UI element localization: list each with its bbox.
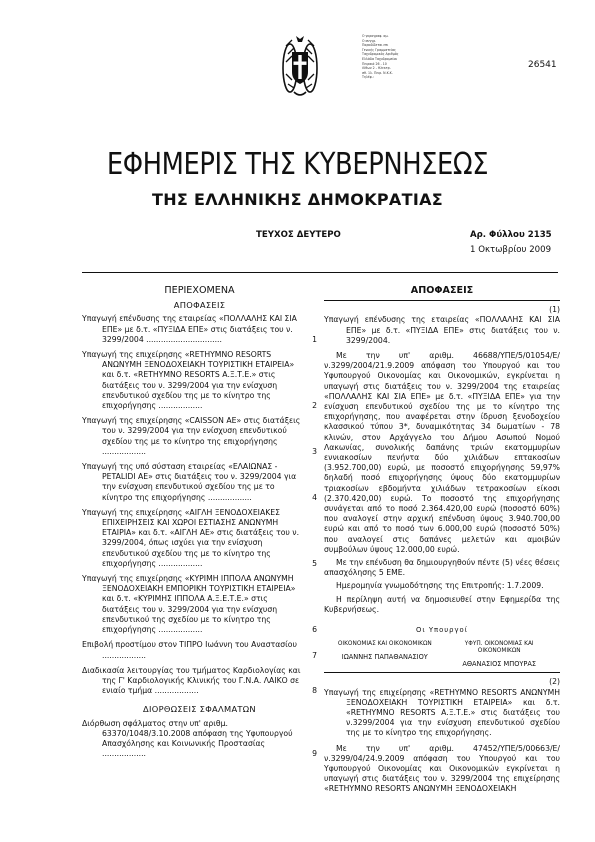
page-number: 26541 (528, 60, 557, 70)
toc-entry[interactable] (82, 719, 317, 760)
decision-paragraph: Με την υπ' αριθμ. 46688/ΥΠΕ/5/01054/Ε/ν.3299/2004/21.9.2009 απόφαση του Υπουργού και του Υφυπουργού Οικονομίας και Οικονομικών, εγκρίνεται η υπαγωγή στις διατάξεις του ν. 3299/2004 της εταιρείας «ΠΟΛΛΑΛΗΣ ΚΑΙ ΣΙΑ ΕΠΕ» με δ.τ. «ΠΥΞΙΔΑ ΕΠΕ» για την ενίσχυση επενδυτικού σχεδίου της με το κίνητρο της επιχορήγησης, που αναφέρεται στην ίδρυση ξενοδοχείου κλασσικού τύπου 3*, δυναμικότητας 34 δωματίων - 78 κλινών, στον Αρχάγγελο του Δήμου Ασωπού Νομού Λακωνίας, συνολικής δαπάνης τριών εκατομμυρίων εννιακοσίων πενήντα δύο χιλιάδων επτακοσίων (3.952.700,00) ευρώ, με ποσοστό επιχορήγησης 59,97% δηλαδή ποσό επιχορήγησης ύψους δύο εκατομμυρίων τριακοσίων εβδομήντα χιλιάδων τετρακοσίων είκοσι (2.370.420,00) ευρώ. Το ποσοστό της επιχορήγησης συνάγεται από το ποσό 2.364.420,00 ευρώ (ποσοστό 60%) που αναλογεί στην αρχική επένδυση ύψους 3.940.700,00 ευρώ και από το ποσό των 6.000,00 ευρώ (ποσοστό 50%) που αναλογεί στις δαπάνες μελετών και αμοιβών συμβούλων ύψους 12.000,00 ευρώ. (324, 351, 560, 554)
signature-block (332, 641, 552, 668)
issue-label: ΤΕΥΧΟΣ ΔΕΥΤΕΡΟ (256, 230, 341, 240)
ministers-label: Οι Υπουργοί (416, 626, 468, 635)
toc-entry-number: 2 (312, 401, 317, 411)
toc-entry-text: Υπαγωγή της επιχείρησης «CAISSON ΑΕ» στις διατάξεις του ν. 3299/2004 για την ενίσχυση επενδυτικού σχεδίου της με το κίνητρο της επιχορήγησης .................. (82, 416, 301, 456)
toc-entry-number: 4 (312, 492, 317, 502)
toc-entry[interactable] (82, 666, 317, 697)
signature-role: ΥΦΥΠ. ΟΙΚΟΝΟΜΙΑΣ ΚΑΙ ΟΙΚΟΝΟΜΙΚΩΝ (464, 641, 534, 655)
toc-entry-text: Διόρθωση σφάλματος στην υπ' αριθμ. 63370/1048/3.10.2008 απόφαση της Υφυπουργού Απασχόλησης και Κοινωνικής Προστασίας .................. (82, 718, 293, 759)
decision-paragraph: Με την επένδυση θα δημιουργηθούν πέντε (5) νέες θέσεις απασχόλησης 5 ΕΜΕ. (324, 558, 560, 578)
sheet-number: Αρ. Φύλλου 2135 (470, 230, 552, 240)
decisions-heading: ΑΠΟΦΑΣΕΙΣ (410, 285, 474, 296)
toc-entry-text: Διαδικασία λειτουργίας του τμήματος Καρδιολογίας και της Γ' Καρδιολογικής Κλινικής του Γ.Ν.Α. ΛΑΙΚΟ σε ενιαίο τμήμα .................. (82, 665, 301, 696)
signature-name: ΑΘΑΝΑΣΙΟΣ ΜΠΟΥΡΑΣ (462, 660, 537, 669)
contents-heading: ΠΕΡΙΕΧΟΜΕΝΑ (164, 285, 235, 296)
decisions-subheading: ΑΠΟΦΑΣΕΙΣ (173, 300, 226, 311)
decision-number: (1) (549, 305, 560, 315)
decision-title: Υπαγωγή της επιχείρησης «RETHYMNO RESORTS ΑΝΩΝΥΜΗ ΞΕΝΟΔΟΧΕΙΑΚΗ ΤΟΥΡΙΣΤΙΚΗ ΕΤΑΙΡΕΙΑ» και δ.τ. «RETHYMNO RESORTS Α.Ξ.Τ.Ε.» στις διατάξεις του ν.3299/2004 για την ενίσχυση επενδυτικού σχεδίου της με το κίνητρο της επιχορήγησης. (324, 687, 560, 738)
signature-role: ΟΙΚΟΝΟΜΙΑΣ ΚΑΙ ΟΙΚΟΝΟΜΙΚΩΝ (337, 641, 432, 648)
decision-paragraph: Ημερομηνία γνωμοδότησης της Επιτροπής: 1.7.2009. (336, 581, 544, 591)
toc-entry-number: 6 (312, 625, 317, 635)
toc-entry-number: 7 (312, 650, 317, 660)
decision-paragraph: Με την υπ' αριθμ. 47452/ΥΠΕ/5/00663/Ε/ν.3299/04/24.9.2009 απόφαση του Υπουργού και του Υφυπουργού Οικονομίας και Οικονομικών εγκρίνεται η υπαγωγή στις διατάξεις του ν. 3299/2004 της επιχείρησης «RETHYMNO RESORTS ΑΝΩΝΥΜΗ ΞΕΝΟΔΟΧΕΙΑΚΗ (324, 743, 560, 794)
gazette-subtitle: ΤΗΣ ΕΛΛΗΝΙΚΗΣ ΔΗΜΟΚΡΑΤΙΑΣ (151, 190, 443, 209)
toc-entry-text: Υπαγωγή της επιχείρησης «RETHYMNO RESORTS ΑΝΩΝΥΜΗ ΞΕΝΟΔΟΧΕΙΑΚΗ ΤΟΥΡΙΣΤΙΚΗ ΕΤΑΙΡΕΙΑ» και δ.τ. «RETHYMNO RESORTS Α.Ξ.Τ.Ε.» στις διατάξεις του ν. 3299/2004 για την ενίσχυση επενδυτικού σχεδίου της με το κίνητρο της επιχορήγησης .................. (82, 350, 295, 411)
toc-entry-text: Υπαγωγή της επιχείρησης «ΚΥΡΙΜΗ ΙΠΠΟΛΑ ΑΝΩΝΥΜΗ ΞΕΝΟΔΟΧΕΙΑΚΗ ΕΜΠΟΡΙΚΗ ΤΟΥΡΙΣΤΙΚΗ ΕΤΑΙΡΕΙΑ» και δ.τ. «ΚΥΡΙΜΗΣ ΙΠΠΟΛΑ Α.Ξ.Ε.Τ.Ε.» στις διατάξεις του ν. 3299/2004 για την ενίσχυση επενδυτικού της σχεδίου με το κίνητρο της επιχορήγησης .................. (82, 574, 296, 635)
toc-entry-number: 5 (312, 558, 317, 568)
toc-entry-number: 8 (312, 686, 317, 696)
toc-entry[interactable] (82, 416, 317, 457)
toc-entry[interactable] (82, 314, 317, 345)
heading-divider (324, 300, 560, 301)
decision-paragraph: Η περίληψη αυτή να δημοσιευθεί στην Εφημερίδα της Κυβερνήσεως. (324, 594, 560, 614)
toc-entry-text: Επιβολή προστίμου στον ΤΙΠΡΟ Ιωάννη του Αναστασίου .................. (82, 640, 297, 660)
toc-entry-number: 9 (312, 749, 317, 759)
postal-stamp-block: Ο γκρογραφ. αμ. Ο συγγρ. Παραδίδεται επι Γενικής Γραμματείας Ταχυδρομικός Αριθμός Ελλάδα Ταχυδρομείου Πειραιά 26 - 10 Λίθων 2 - Ηλεκτρ. σθ. 1λ. Πειρ. Ν.Κ.Κ. Τηλέφ.: (362, 34, 399, 80)
decision-divider (324, 672, 560, 673)
signature-right (446, 641, 552, 668)
toc-entry[interactable] (82, 574, 317, 635)
header-divider (82, 272, 558, 273)
greek-coat-of-arms-icon (280, 28, 320, 100)
toc-entry-text: Υπαγωγή της υπό σύσταση εταιρείας «ΕΛΑΙΩΝΑΣ - PETALIDI ΑΕ» στις διατάξεις του ν. 3299/2004 για την ενίσχυση επενδυτικού σχεδίου της με το κίνητρο της επιχορήγησης .................. (82, 462, 297, 502)
toc-entry-number: 1 (312, 334, 317, 344)
toc-entry[interactable] (82, 462, 317, 503)
toc-entry[interactable] (82, 508, 317, 569)
signature-name: ΙΩΑΝΝΗΣ ΠΑΠΑΘΑΝΑΣΙΟΥ (341, 653, 428, 662)
toc-entry-number: 3 (312, 446, 317, 456)
contents-column (82, 286, 317, 764)
toc-entry[interactable] (82, 350, 317, 411)
toc-entry-text: Υπαγωγή της επιχείρησης «ΑΙΓΛΗ ΞΕΝΟΔΟΧΕΙΑΚΕΣ ΕΠΙΧΕΙΡΗΣΕΙΣ ΚΑΙ ΧΩΡΟΙ ΕΣΤΙΑΣΗΣ ΑΝΩΝΥΜΗ ΕΤΑΙΡΙΑ» και δ.τ. «ΑΙΓΛΗ ΑΕ» στις διατάξεις του ν. 3299/2004, όπως ισχύει για την ενίσχυση επενδυτικού σχεδίου της με το κίνητρο της επιχορήγησης .................. (82, 507, 300, 568)
signature-left (332, 641, 438, 668)
decision-number: (2) (549, 677, 560, 687)
decision-title: Υπαγωγή επένδυσης της εταιρείας «ΠΟΛΛΑΛΗΣ ΚΑΙ ΣΙΑ ΕΠΕ» με δ.τ. «ΠΥΞΙΔΑ ΕΠΕ» στις διατάξεις του ν. 3299/2004. (324, 315, 560, 345)
corrections-subheading: ΔΙΟΡΘΩΣΕΙΣ ΣΦΑΛΜΑΤΩΝ (143, 704, 256, 715)
toc-entry-text: Υπαγωγή επένδυσης της εταιρείας «ΠΟΛΛΑΛΗΣ ΚΑΙ ΣΙΑ ΕΠΕ» με δ.τ. «ΠΥΞΙΔΑ ΕΠΕ» στις διατάξεις του ν. 3299/2004 ............................... (82, 314, 297, 344)
gazette-title: ΕΦΗΜΕΡΙΣ ΤΗΣ ΚΥΒΕΡΝΗΣΕΩΣ (106, 147, 489, 182)
toc-entry[interactable] (82, 640, 317, 660)
issue-date: 1 Οκτωβρίου 2009 (470, 245, 552, 255)
decisions-column (324, 286, 560, 798)
